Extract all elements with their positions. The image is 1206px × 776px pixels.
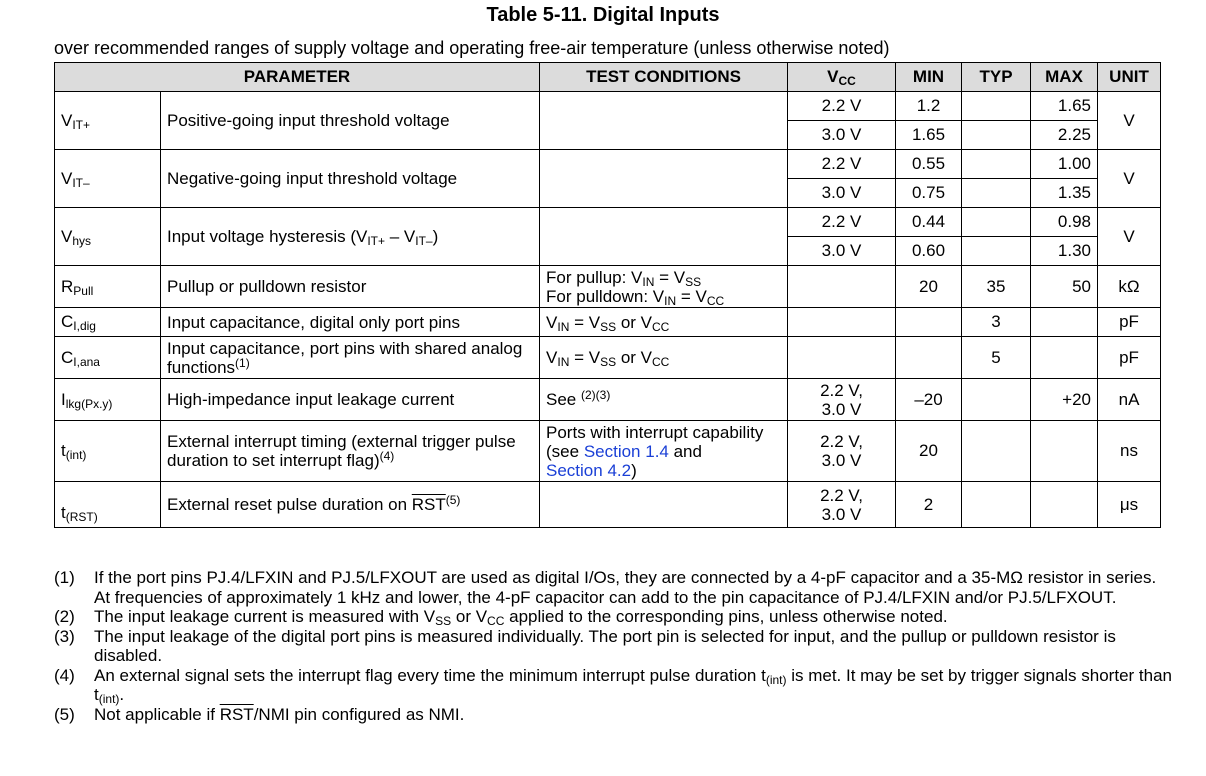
min-cell: [896, 308, 962, 337]
parameter-cell: Positive-going input threshold voltage: [161, 92, 540, 150]
typ-cell: 35: [962, 266, 1031, 308]
footnote-4: (4) An external signal sets the interrupt flag every time the minimum interrupt pulse duration $t_{(int)}$ is met. It may be set by trigger signals shorter than $t_{(int)}$.: [54, 665, 1172, 706]
symbol-cell: $R_{Pull}$: [55, 266, 161, 308]
typ-cell: 5: [962, 337, 1031, 379]
vcc-cell: 2.2 V, 3.0 V: [788, 482, 896, 528]
conditions-cell: [540, 208, 788, 266]
max-cell: 1.30: [1031, 237, 1098, 266]
parameter-cell: Input capacitance, digital only port pins: [161, 308, 540, 337]
header-min: MIN: [896, 63, 962, 92]
vcc-cell: 3.0 V: [788, 121, 896, 150]
typ-cell: [962, 482, 1031, 528]
min-cell: [896, 337, 962, 379]
typ-cell: [962, 92, 1031, 121]
max-cell: 1.00: [1031, 150, 1098, 179]
min-cell: 2: [896, 482, 962, 528]
table-title: Table 5-11. Digital Inputs: [486, 4, 720, 26]
unit-cell: pF: [1098, 308, 1161, 337]
parameter-cell: Input voltage hysteresis $(V_{IT+} - V_{IT-})$: [161, 208, 540, 266]
max-cell: 2.25: [1031, 121, 1098, 150]
table-row: [55, 421, 1161, 482]
min-cell: 1.2: [896, 92, 962, 121]
max-cell: 1.65: [1031, 92, 1098, 121]
conditions-cell: For pullup: $V_{IN} = V_{SS}$ For pulldown: $V_{IN} = V_{CC}$: [540, 266, 788, 308]
symbol-cell: $V_{hys}$: [55, 208, 161, 266]
min-cell: –20: [896, 379, 962, 421]
unit-cell: pF: [1098, 337, 1161, 379]
vcc-cell: 3.0 V: [788, 179, 896, 208]
vcc-cell: 3.0 V: [788, 237, 896, 266]
table-row: [55, 337, 1161, 379]
min-cell: 0.60: [896, 237, 962, 266]
unit-cell: kΩ: [1098, 266, 1161, 308]
unit-cell: nA: [1098, 379, 1161, 421]
header-row: [55, 63, 1161, 92]
min-cell: 0.44: [896, 208, 962, 237]
max-cell: 50: [1031, 266, 1098, 308]
max-cell: +20: [1031, 379, 1098, 421]
typ-cell: 3: [962, 308, 1031, 337]
header-parameter: PARAMETER: [55, 63, 540, 92]
max-cell: 0.98: [1031, 208, 1098, 237]
footnote-ref: (5): [445, 493, 461, 507]
parameter-cell: External interrupt timing (external trigger pulse duration to set interrupt flag)$^{(4)}$: [161, 421, 540, 482]
header-vcc: $V_{CC}$: [788, 63, 896, 92]
typ-cell: [962, 208, 1031, 237]
conditions-cell: [540, 92, 788, 150]
table-row: [55, 266, 1161, 308]
min-cell: 1.65: [896, 121, 962, 150]
conditions-cell: [540, 482, 788, 528]
vcc-cell: 2.2 V, 3.0 V: [788, 421, 896, 482]
unit-cell: V: [1098, 92, 1161, 150]
symbol-cell: $V_{IT-}$: [55, 150, 161, 208]
unit-cell: V: [1098, 208, 1161, 266]
table-subtitle: over recommended ranges of supply voltage and operating free-air temperature (unless otherwise noted): [54, 38, 890, 58]
symbol-cell: $t_{(RST)}$: [55, 482, 161, 528]
parameter-cell: Pullup or pulldown resistor: [161, 266, 540, 308]
conditions-cell: $V_{IN} = V_{SS}$ or $V_{CC}$: [540, 337, 788, 379]
vcc-cell: 2.2 V: [788, 92, 896, 121]
symbol-cell: $C_{I,ana}$: [55, 337, 161, 379]
conditions-cell: $V_{IN} = V_{SS}$ or $V_{CC}$: [540, 308, 788, 337]
table-row: [55, 379, 1161, 421]
parameter-cell: Input capacitance, port pins with shared analog functions$^{(1)}$: [161, 337, 540, 379]
conditions-cell: Ports with interrupt capability (see Section 1.4 and Section 4.2): [540, 421, 788, 482]
typ-cell: [962, 237, 1031, 266]
table-row: [55, 208, 1161, 237]
max-cell: [1031, 308, 1098, 337]
table-row: [55, 308, 1161, 337]
max-cell: [1031, 482, 1098, 528]
header-max: MAX: [1031, 63, 1098, 92]
unit-cell: μs: [1098, 482, 1161, 528]
header-typ: TYP: [962, 63, 1031, 92]
footnote-2: (2) The input leakage current is measured with $V_{SS}$ or $V_{CC}$ applied to the corresponding pins, unless otherwise noted.: [54, 607, 948, 628]
unit-cell: V: [1098, 150, 1161, 208]
conditions-cell: [540, 150, 788, 208]
footnotes: [54, 568, 1174, 724]
max-cell: 1.35: [1031, 179, 1098, 208]
min-cell: 0.75: [896, 179, 962, 208]
digital-inputs-table: [54, 62, 1161, 528]
footnote-1: (1) If the port pins PJ.4/LFXIN and PJ.5/LFXOUT are used as digital I/Os, they are connected by a 4-pF capacitor and a 35-MΩ resistor in series. At frequencies of approximately 1 kHz and lower, the 4-pF capacitor can add to the pin capacitance of PJ.4/LFXIN and/or PJ.5/LFXOUT.: [54, 568, 1157, 607]
footnote-ref: (4): [379, 449, 395, 463]
typ-cell: [962, 379, 1031, 421]
symbol-cell: $t_{(int)}$: [55, 421, 161, 482]
footnote-ref: (1): [235, 355, 250, 370]
vcc-cell: 2.2 V: [788, 208, 896, 237]
table-row: [55, 150, 1161, 179]
symbol-cell: $C_{I,dig}$: [55, 308, 161, 337]
vcc-cell: [788, 308, 896, 337]
symbol-cell: $V_{IT+}$: [55, 92, 161, 150]
typ-cell: [962, 121, 1031, 150]
min-cell: 0.55: [896, 150, 962, 179]
footnote-5: (5) Not applicable if $\overline{RST}$/NMI pin configured as NMI.: [54, 704, 465, 724]
parameter-cell: External reset pulse duration on $\overline{RST}^{(5)}$: [161, 482, 540, 528]
vcc-cell: 2.2 V: [788, 150, 896, 179]
header-test-conditions: TEST CONDITIONS: [540, 63, 788, 92]
parameter-cell: High-impedance input leakage current: [161, 379, 540, 421]
typ-cell: [962, 421, 1031, 482]
footnote-ref: (2)(3): [581, 388, 611, 402]
header-unit: UNIT: [1098, 63, 1161, 92]
max-cell: [1031, 337, 1098, 379]
typ-cell: [962, 150, 1031, 179]
conditions-cell: See $^{(2)(3)}$: [540, 379, 788, 421]
table-row: [55, 482, 1161, 528]
vcc-cell: [788, 337, 896, 379]
table-row: [55, 92, 1161, 121]
parameter-cell: Negative-going input threshold voltage: [161, 150, 540, 208]
typ-cell: [962, 179, 1031, 208]
section-1-4-link[interactable]: Section 1.4: [583, 441, 669, 461]
symbol-cell: $I_{lkg(Px.y)}$: [55, 379, 161, 421]
min-cell: 20: [896, 421, 962, 482]
vcc-cell: 2.2 V, 3.0 V: [788, 379, 896, 421]
min-cell: 20: [896, 266, 962, 308]
section-4-2-link[interactable]: Section 4.2: [546, 460, 632, 480]
max-cell: [1031, 421, 1098, 482]
vcc-cell: [788, 266, 896, 308]
footnote-3: (3) The input leakage of the digital port pins is measured individually. The port pin is selected for input, and the pullup or pulldown resistor is disabled.: [54, 626, 1116, 665]
unit-cell: ns: [1098, 421, 1161, 482]
